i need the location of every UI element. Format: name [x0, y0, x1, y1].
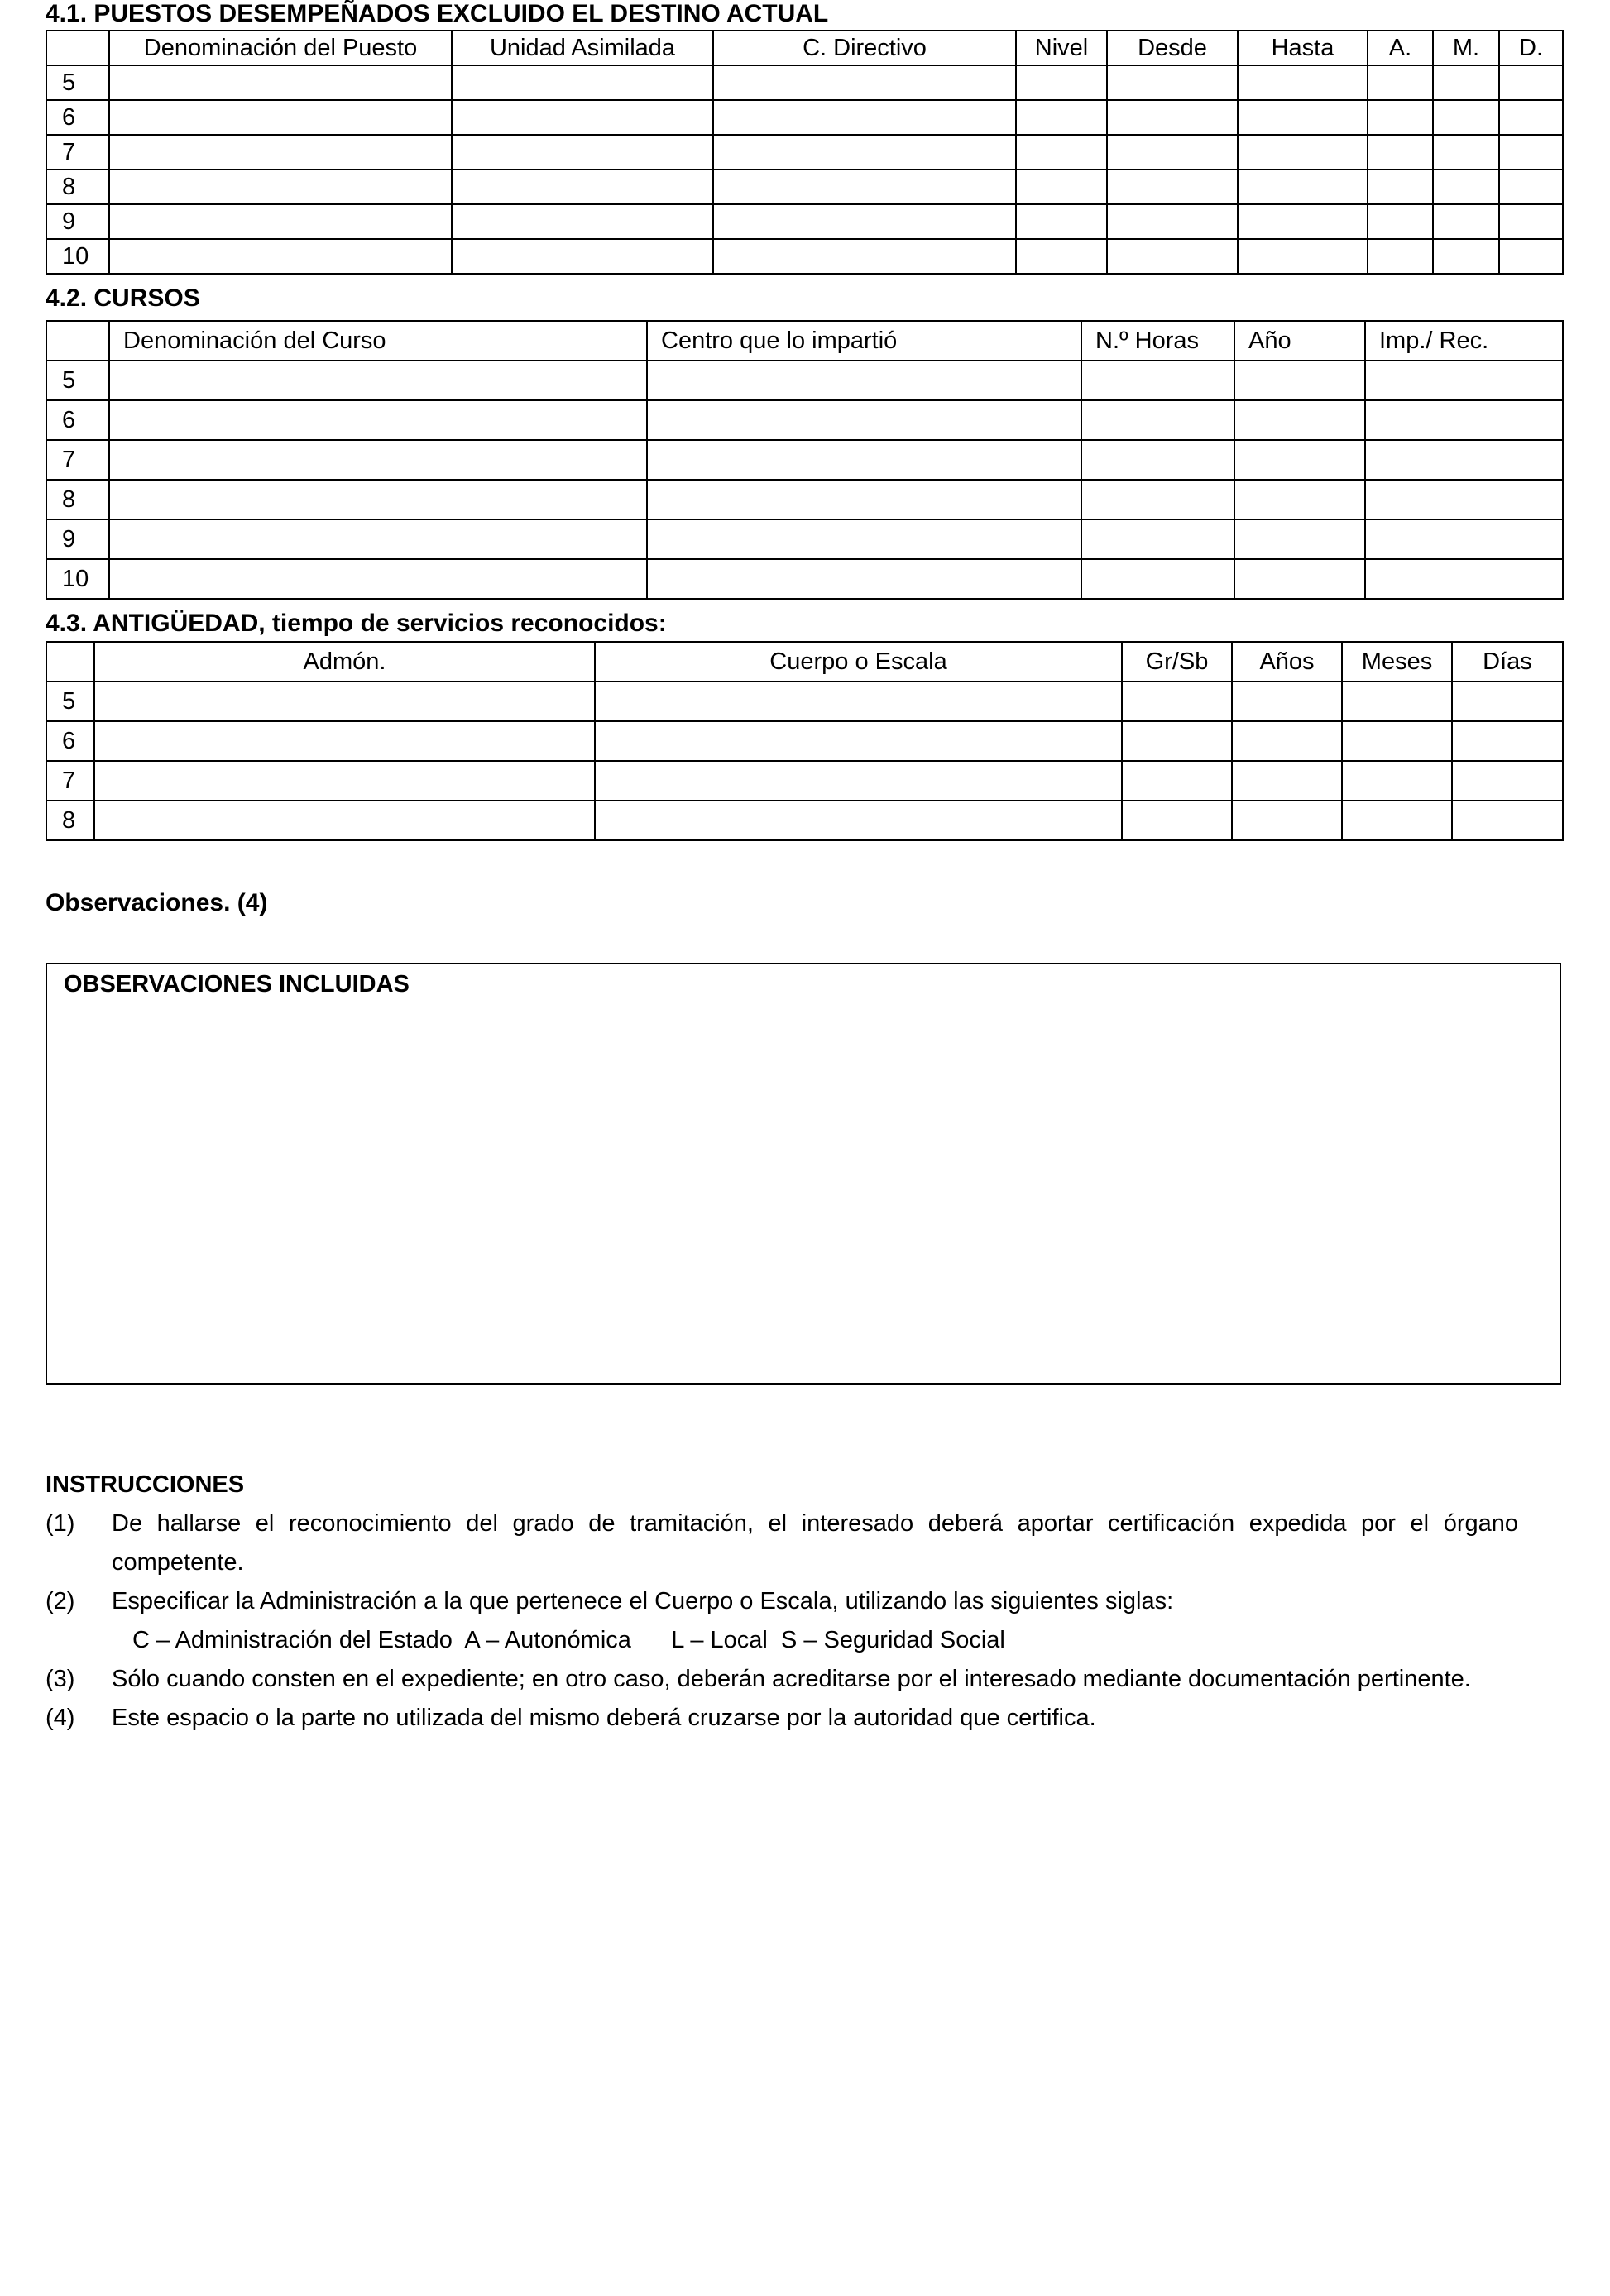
- input-cell[interactable]: [595, 721, 1122, 761]
- input-cell[interactable]: [1452, 682, 1563, 721]
- column-header: M.: [1433, 31, 1499, 65]
- input-cell[interactable]: [647, 361, 1081, 400]
- input-cell[interactable]: [1081, 440, 1234, 480]
- input-cell[interactable]: [109, 170, 452, 204]
- input-cell[interactable]: [94, 801, 595, 840]
- table-header-row: [46, 642, 1563, 682]
- input-cell[interactable]: [1122, 682, 1232, 721]
- row-number: 9: [46, 204, 109, 239]
- column-header: Denominación del Puesto: [109, 31, 452, 65]
- column-header: C. Directivo: [713, 31, 1016, 65]
- input-cell[interactable]: [109, 361, 647, 400]
- column-header: A.: [1368, 31, 1433, 65]
- input-cell[interactable]: [1016, 204, 1107, 239]
- column-header: Cuerpo o Escala: [595, 642, 1122, 682]
- input-cell[interactable]: [1433, 204, 1499, 239]
- input-cell[interactable]: [1499, 239, 1563, 274]
- input-cell[interactable]: [1499, 65, 1563, 100]
- input-cell[interactable]: [713, 170, 1016, 204]
- column-header: Desde: [1107, 31, 1238, 65]
- section-43-title: 4.3. ANTIGÜEDAD, tiempo de servicios reconocidos:: [46, 610, 667, 637]
- row-number: 8: [46, 801, 94, 840]
- instruction-number: (2): [46, 1588, 75, 1614]
- input-cell[interactable]: [1499, 204, 1563, 239]
- instruction-item: [46, 1582, 1518, 1621]
- row-number: 7: [46, 135, 109, 170]
- row-number: 7: [46, 440, 109, 480]
- input-cell[interactable]: [1016, 239, 1107, 274]
- table-row: [46, 801, 1563, 840]
- corner-cell: [46, 31, 109, 65]
- input-cell[interactable]: [1342, 761, 1452, 801]
- input-cell[interactable]: [1238, 204, 1368, 239]
- positions-table: [46, 30, 1564, 275]
- table-row: [46, 135, 1563, 170]
- input-cell[interactable]: [713, 239, 1016, 274]
- input-cell[interactable]: [713, 65, 1016, 100]
- table-row: [46, 480, 1563, 519]
- input-cell[interactable]: [452, 170, 713, 204]
- column-header: Unidad Asimilada: [452, 31, 713, 65]
- row-number: 8: [46, 480, 109, 519]
- input-cell[interactable]: [1433, 65, 1499, 100]
- table-row: [46, 204, 1563, 239]
- table-row: [46, 682, 1563, 721]
- row-number: 10: [46, 239, 109, 274]
- instruction-text: Sólo cuando consten en el expediente; en otro caso, deberán acreditarse por el interesado mediante documentación pertinente.: [112, 1666, 1471, 1692]
- column-header: Centro que lo impartió: [647, 321, 1081, 361]
- corner-cell: [46, 642, 94, 682]
- input-cell[interactable]: [713, 135, 1016, 170]
- input-cell[interactable]: [1234, 440, 1365, 480]
- input-cell[interactable]: [1368, 100, 1433, 135]
- column-header: Denominación del Curso: [109, 321, 647, 361]
- observations-title: Observaciones. (4): [46, 889, 268, 916]
- input-cell[interactable]: [1107, 135, 1238, 170]
- input-cell[interactable]: [1081, 400, 1234, 440]
- input-cell[interactable]: [109, 135, 452, 170]
- input-cell[interactable]: [1232, 721, 1342, 761]
- column-header: Nivel: [1016, 31, 1107, 65]
- input-cell[interactable]: [1238, 135, 1368, 170]
- input-cell[interactable]: [1234, 519, 1365, 559]
- instructions-title: INSTRUCCIONES: [46, 1471, 245, 1498]
- input-cell[interactable]: [1016, 100, 1107, 135]
- input-cell[interactable]: [1081, 480, 1234, 519]
- input-cell[interactable]: [1368, 170, 1433, 204]
- table-header-row: [46, 321, 1563, 361]
- table-row: [46, 440, 1563, 480]
- instruction-number: (3): [46, 1666, 75, 1692]
- input-cell[interactable]: [1365, 400, 1563, 440]
- observations-box-label: OBSERVACIONES INCLUIDAS: [64, 971, 410, 997]
- input-cell[interactable]: [1107, 204, 1238, 239]
- input-cell[interactable]: [1499, 100, 1563, 135]
- input-cell[interactable]: [1122, 721, 1232, 761]
- input-cell[interactable]: [1238, 239, 1368, 274]
- input-cell[interactable]: [1234, 559, 1365, 599]
- input-cell[interactable]: [1433, 239, 1499, 274]
- input-cell[interactable]: [109, 440, 647, 480]
- row-number: 6: [46, 100, 109, 135]
- input-cell[interactable]: [1107, 239, 1238, 274]
- instruction-number: (1): [46, 1510, 75, 1537]
- input-cell[interactable]: [1234, 400, 1365, 440]
- input-cell[interactable]: [1342, 721, 1452, 761]
- input-cell[interactable]: [1081, 559, 1234, 599]
- input-cell[interactable]: [1016, 65, 1107, 100]
- column-header: Gr/Sb: [1122, 642, 1232, 682]
- row-number: 5: [46, 361, 109, 400]
- input-cell[interactable]: [1365, 559, 1563, 599]
- row-number: 5: [46, 65, 109, 100]
- input-cell[interactable]: [1342, 682, 1452, 721]
- input-cell[interactable]: [109, 204, 452, 239]
- column-header: Año: [1234, 321, 1365, 361]
- input-cell[interactable]: [1122, 801, 1232, 840]
- column-header: Meses: [1342, 642, 1452, 682]
- section-41-title: 4.1. PUESTOS DESEMPEÑADOS EXCLUIDO EL DESTINO ACTUAL: [46, 0, 829, 27]
- column-header: N.º Horas: [1081, 321, 1234, 361]
- table-row: [46, 400, 1563, 440]
- input-cell[interactable]: [1238, 100, 1368, 135]
- input-cell[interactable]: [1365, 361, 1563, 400]
- instruction-item: [46, 1504, 1518, 1582]
- input-cell[interactable]: [1122, 761, 1232, 801]
- input-cell[interactable]: [647, 440, 1081, 480]
- instruction-item: [46, 1699, 1518, 1738]
- row-number: 6: [46, 721, 94, 761]
- input-cell[interactable]: [1433, 135, 1499, 170]
- observations-box[interactable]: [46, 963, 1561, 1385]
- input-cell[interactable]: [1232, 682, 1342, 721]
- input-cell[interactable]: [713, 204, 1016, 239]
- input-cell[interactable]: [1368, 135, 1433, 170]
- input-cell[interactable]: [1365, 519, 1563, 559]
- input-cell[interactable]: [1368, 239, 1433, 274]
- input-cell[interactable]: [1081, 519, 1234, 559]
- input-cell[interactable]: [1368, 65, 1433, 100]
- row-number: 7: [46, 761, 94, 801]
- corner-cell: [46, 321, 109, 361]
- input-cell[interactable]: [647, 480, 1081, 519]
- input-cell[interactable]: [94, 721, 595, 761]
- input-cell[interactable]: [109, 519, 647, 559]
- input-cell[interactable]: [1107, 100, 1238, 135]
- column-header: D.: [1499, 31, 1563, 65]
- input-cell[interactable]: [109, 239, 452, 274]
- seniority-table: [46, 641, 1564, 841]
- instruction-text: Este espacio o la parte no utilizada del mismo deberá cruzarse por la autoridad que certifica.: [112, 1705, 1096, 1731]
- input-cell[interactable]: [109, 480, 647, 519]
- column-header: Días: [1452, 642, 1563, 682]
- table-row: [46, 761, 1563, 801]
- input-cell[interactable]: [1368, 204, 1433, 239]
- row-number: 5: [46, 682, 94, 721]
- table-header-row: [46, 31, 1563, 65]
- row-number: 9: [46, 519, 109, 559]
- input-cell[interactable]: [94, 682, 595, 721]
- input-cell[interactable]: [1365, 480, 1563, 519]
- instruction-text: Especificar la Administración a la que pertenece el Cuerpo o Escala, utilizando las siguientes siglas:: [112, 1588, 1174, 1614]
- table-row: [46, 170, 1563, 204]
- input-cell[interactable]: [1234, 480, 1365, 519]
- instruction-item: [46, 1660, 1518, 1699]
- input-cell[interactable]: [109, 100, 452, 135]
- input-cell[interactable]: [1238, 170, 1368, 204]
- input-cell[interactable]: [1238, 65, 1368, 100]
- input-cell[interactable]: [109, 559, 647, 599]
- input-cell[interactable]: [1016, 135, 1107, 170]
- input-cell[interactable]: [452, 135, 713, 170]
- courses-table: [46, 320, 1564, 600]
- siglas-line: C – Administración del Estado A – Autonómica L – Local S – Seguridad Social: [132, 1627, 1005, 1653]
- row-number: 6: [46, 400, 109, 440]
- input-cell[interactable]: [1081, 361, 1234, 400]
- input-cell[interactable]: [713, 100, 1016, 135]
- input-cell[interactable]: [1433, 170, 1499, 204]
- input-cell[interactable]: [452, 65, 713, 100]
- input-cell[interactable]: [1232, 761, 1342, 801]
- input-cell[interactable]: [452, 100, 713, 135]
- section-42-title: 4.2. CURSOS: [46, 285, 200, 312]
- input-cell[interactable]: [452, 239, 713, 274]
- column-header: Años: [1232, 642, 1342, 682]
- input-cell[interactable]: [1452, 801, 1563, 840]
- input-cell[interactable]: [1342, 801, 1452, 840]
- column-header: Hasta: [1238, 31, 1368, 65]
- input-cell[interactable]: [1232, 801, 1342, 840]
- table-row: [46, 361, 1563, 400]
- row-number: 10: [46, 559, 109, 599]
- column-header: Imp./ Rec.: [1365, 321, 1563, 361]
- instruction-text: De hallarse el reconocimiento del grado de tramitación, el interesado deberá aportar certificación expedida por el órgano competente.: [112, 1510, 1518, 1576]
- table-row: [46, 65, 1563, 100]
- table-row: [46, 721, 1563, 761]
- input-cell[interactable]: [647, 400, 1081, 440]
- input-cell[interactable]: [1452, 761, 1563, 801]
- input-cell[interactable]: [1016, 170, 1107, 204]
- input-cell[interactable]: [109, 400, 647, 440]
- input-cell[interactable]: [1452, 721, 1563, 761]
- row-number: 8: [46, 170, 109, 204]
- input-cell[interactable]: [1107, 65, 1238, 100]
- instruction-number: (4): [46, 1705, 75, 1731]
- input-cell[interactable]: [595, 761, 1122, 801]
- input-cell[interactable]: [1107, 170, 1238, 204]
- table-row: [46, 239, 1563, 274]
- input-cell[interactable]: [1365, 440, 1563, 480]
- input-cell[interactable]: [452, 204, 713, 239]
- table-row: [46, 519, 1563, 559]
- column-header: Admón.: [94, 642, 595, 682]
- input-cell[interactable]: [647, 519, 1081, 559]
- input-cell[interactable]: [94, 761, 595, 801]
- table-row: [46, 100, 1563, 135]
- input-cell[interactable]: [1499, 135, 1563, 170]
- input-cell[interactable]: [595, 801, 1122, 840]
- input-cell[interactable]: [1234, 361, 1365, 400]
- input-cell[interactable]: [595, 682, 1122, 721]
- table-row: [46, 559, 1563, 599]
- input-cell[interactable]: [1499, 170, 1563, 204]
- input-cell[interactable]: [647, 559, 1081, 599]
- input-cell[interactable]: [1433, 100, 1499, 135]
- input-cell[interactable]: [109, 65, 452, 100]
- instructions-section: [46, 1466, 1518, 1738]
